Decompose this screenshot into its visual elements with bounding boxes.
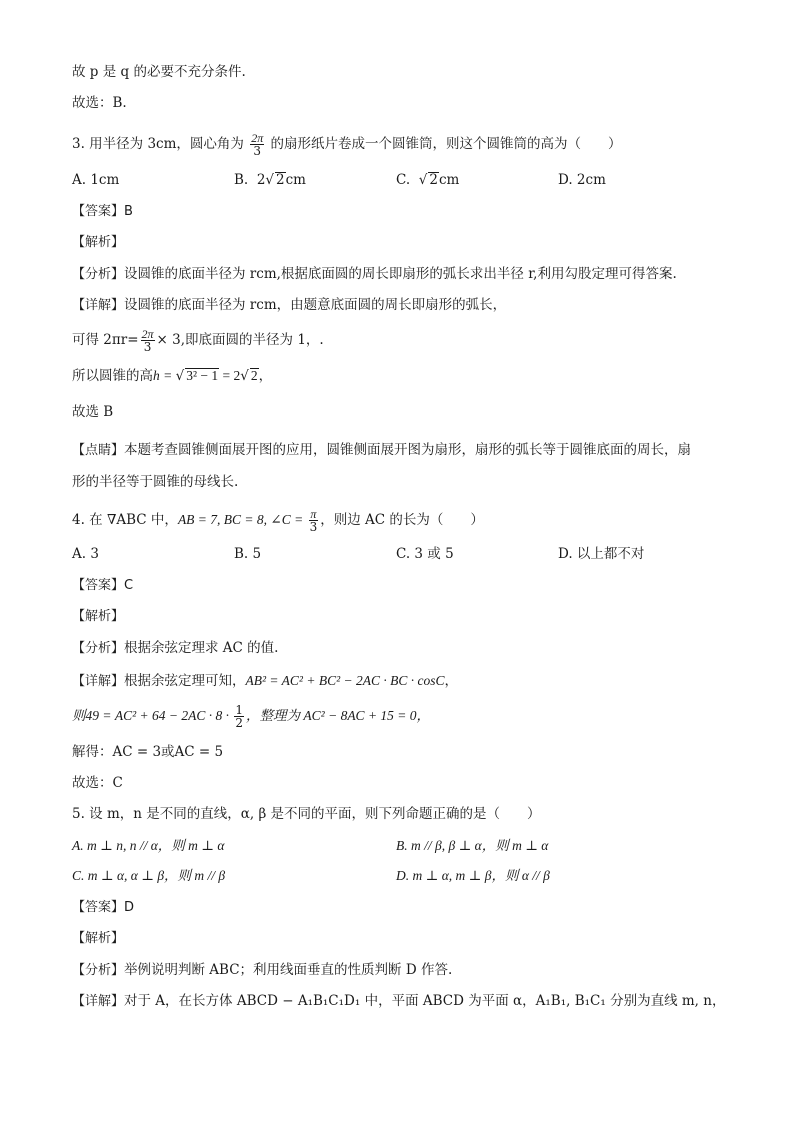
q3-fraction: $\frac{2\pi}{3}$ <box>251 131 264 158</box>
q3-option-d: D. 2cm <box>558 172 606 188</box>
q5-xiangjie: 【详解】对于 A，在长方体 ABCD − A₁B₁C₁D₁ 中，平面 ABCD 为平面 α，A₁B₁, B₁C₁ 分别为直线 m, n， <box>72 993 726 1009</box>
q5-analysis-heading: 【解析】 <box>72 931 125 946</box>
q4-fenxi: 【分析】根据余弦定理求 AC 的值. <box>72 640 279 656</box>
q4-stem: 4. 在 ∇ABC 中，AB = 7, BC = 8, ∠C = $\frac{\pi}{3}$ ，则边 AC 的长为（ ） <box>72 507 484 534</box>
q3-analysis-heading: 【解析】 <box>72 235 125 250</box>
q3-height: 所以圆锥的高h = √ 3² − 1 = 2√ 2， <box>72 368 273 384</box>
q4-option-c: C. 3 或 5 <box>396 546 454 562</box>
choice-line: 故选：B. <box>72 95 127 111</box>
q3-stem: 3. 用半径为 3cm，圆心角为 $\frac{2\pi}{3}$ 的扇形纸片卷成一个圆锥筒，则这个圆锥筒的高为（ ） <box>72 131 622 158</box>
q5-answer: 【答案】D <box>72 900 135 915</box>
sqrt-icon: √ <box>175 368 185 384</box>
q4-option-b: B. 5 <box>234 546 262 562</box>
q4-answer: 【答案】C <box>72 578 134 593</box>
q4-analysis-heading: 【解析】 <box>72 609 125 624</box>
q5-fenxi: 【分析】举例说明判断 ABC；利用线面垂直的性质判断 D 作答. <box>72 962 453 978</box>
q4-equation: 则49 = AC² + 64 − 2AC · 8 · $\frac{1}{2}$ ，整理为 AC² − 8AC + 15 = 0， <box>72 703 431 730</box>
q3-option-a: A. 1cm <box>72 172 120 188</box>
q5-option-d: D. m ⊥ α, m ⊥ β，则 α // β <box>396 868 550 883</box>
q4-option-a: A. 3 <box>72 546 99 562</box>
sqrt-icon: √ <box>418 172 428 188</box>
q3-fenxi: 【分析】设圆锥的底面半径为 rcm,根据底面圆的周长即扇形的弧长求出半径 r,利用勾股定理可得答案. <box>72 266 677 282</box>
q4-choice: 故选：C <box>72 775 123 791</box>
q3-option-c: C. √ 2cm <box>396 172 460 188</box>
q5-option-c: C. m ⊥ α, α ⊥ β，则 m // β <box>72 868 226 883</box>
q5-option-a: A. m ⊥ n, n // α，则 m ⊥ α <box>72 838 225 853</box>
q3-option-b: B. 2√ 2cm <box>234 172 306 188</box>
conclusion-line: 故 p 是 q 的必要不充分条件. <box>72 64 246 80</box>
q4-option-d: D. 以上都不对 <box>558 546 645 562</box>
q5-stem: 5. 设 m，n 是不同的直线，α, β 是不同的平面，则下列命题正确的是（ ） <box>72 806 541 822</box>
q3-dianjing-2: 形的半径等于圆锥的母线长. <box>72 474 239 490</box>
q3-derivation: 可得 2πr= $\frac{2\pi}{3}$ × 3,即底面圆的半径为 1，. <box>72 327 324 354</box>
q3-dianjing-1: 【点睛】本题考查圆锥侧面展开图的应用，圆锥侧面展开图为扇形，扇形的弧长等于圆锥底面的周长，扇 <box>72 442 692 458</box>
q3-xiangjie: 【详解】设圆锥的底面半径为 rcm，由题意底面圆的周长即扇形的弧长， <box>72 297 507 313</box>
sqrt-icon: √ <box>240 368 249 384</box>
sqrt-icon: √ <box>265 172 275 188</box>
q5-option-b: B. m // β, β ⊥ α，则 m ⊥ α <box>396 838 549 853</box>
q3-answer: 【答案】B <box>72 204 133 219</box>
q4-solution: 解得：AC = 3或AC = 5 <box>72 744 224 760</box>
q4-xiangjie: 【详解】根据余弦定理可知，AB² = AC² + BC² − 2AC · BC · cosC， <box>72 673 458 689</box>
q3-choice: 故选 B <box>72 404 114 420</box>
